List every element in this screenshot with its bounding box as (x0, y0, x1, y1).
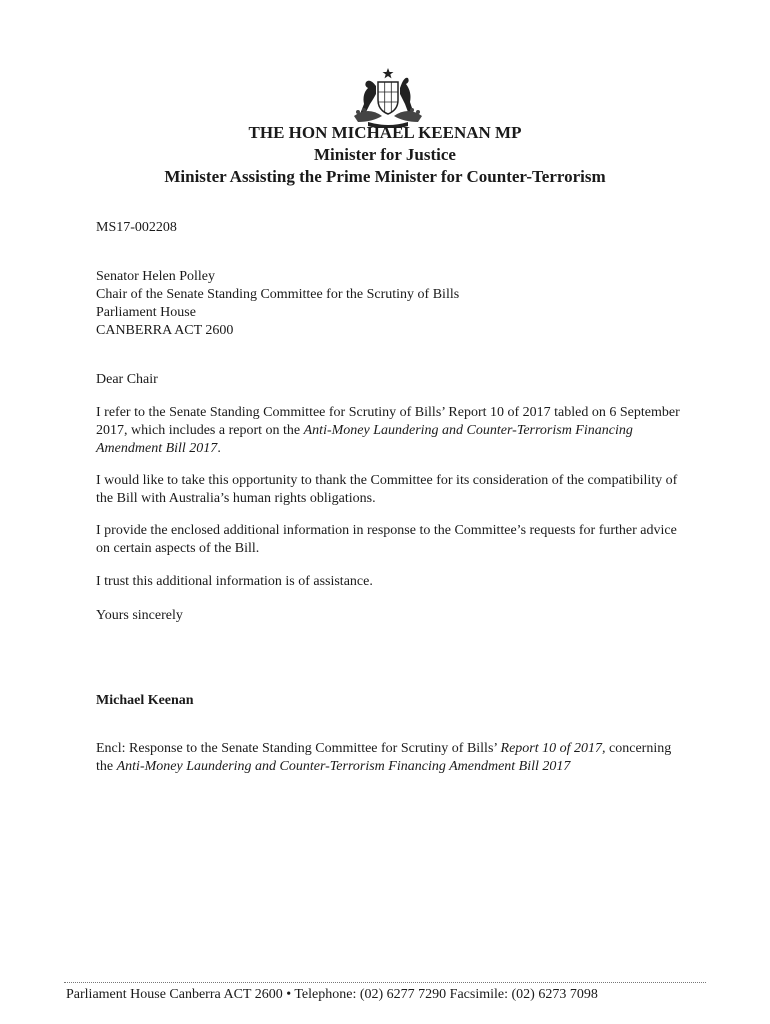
coat-of-arms-icon (348, 66, 428, 128)
report-title: Report 10 of 2017, (500, 741, 606, 756)
body-paragraph-4: I trust this additional information is of assistance. (96, 574, 373, 589)
signatory-name: Michael Keenan (96, 693, 194, 708)
recipient-city-line: CANBERRA ACT 2600 (96, 323, 234, 338)
body-paragraph-1 (96, 404, 681, 458)
bill-title: Anti-Money Laundering and Counter-Terrorism Financing Amendment Bill 2017 (96, 423, 633, 456)
reference-number: MS17-002208 (96, 220, 177, 235)
minister-name: THE HON MICHAEL KEENAN MP (248, 123, 522, 142)
recipient-name: Senator Helen Polley (96, 269, 215, 284)
minister-title-secondary: Minister Assisting the Prime Minister for Counter-Terrorism (164, 167, 606, 186)
footer-contact: Parliament House Canberra ACT 2600 • Telephone: (02) 6277 7290 Facsimile: (02) 6273 7098 (66, 987, 598, 1002)
enclosure-note (96, 740, 681, 776)
body-paragraph-2: I would like to take this opportunity to thank the Committee for its consideration of the compatibility of the Bill with Australia’s human rights obligations. (96, 473, 678, 506)
enclosure-bill-title: Anti-Money Laundering and Counter-Terrorism Financing Amendment Bill 2017 (116, 759, 571, 774)
salutation: Dear Chair (96, 372, 158, 387)
para1-text: I refer to the Senate Standing Committee for Scrutiny of Bills’ Report 10 of 2017 tabled on 6 September 2017, which includes a report on the (96, 405, 680, 438)
body-paragraph-3: I provide the enclosed additional information in response to the Committee’s requests for further advice on certain aspects of the Bill. (96, 523, 677, 556)
enclosure-text-2: concerning the (96, 741, 672, 774)
recipient-position: Chair of the Senate Standing Committee for the Scrutiny of Bills (96, 287, 460, 302)
enclosure-text: Encl: Response to the Senate Standing Committee for Scrutiny of Bills’ (96, 741, 501, 756)
closing: Yours sincerely (96, 608, 183, 623)
minister-title: Minister for Justice (314, 145, 456, 164)
para1-end: . (217, 441, 221, 456)
recipient-address-line: Parliament House (96, 305, 196, 320)
footer-divider (64, 982, 706, 983)
